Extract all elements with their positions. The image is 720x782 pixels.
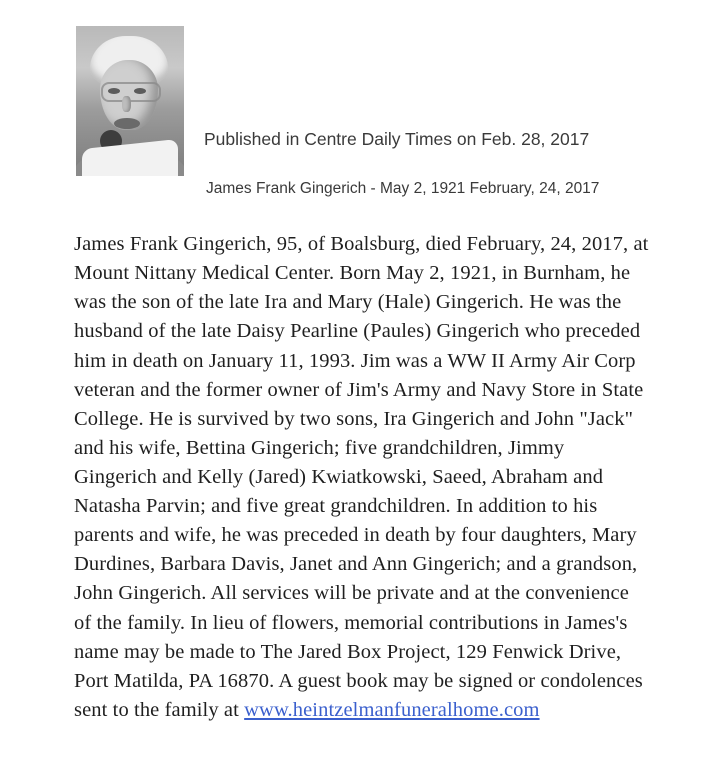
portrait-eye-right [134,88,146,94]
deceased-name-dates: James Frank Gingerich - May 2, 1921 February, 24, 2017 [206,179,600,197]
published-line: Published in Centre Daily Times on Feb. 28, 2017 [204,129,590,149]
portrait-photo [76,26,184,176]
portrait-mouth [114,118,140,129]
funeral-home-website-link[interactable]: www.heintzelmanfuneralhome.com [244,698,540,721]
portrait-nose [122,96,131,112]
obituary-body [74,230,650,725]
portrait-eye-left [108,88,120,94]
header-text-block [204,128,720,200]
obituary-header [0,0,720,200]
obituary-text: James Frank Gingerich, 95, of Boalsburg, died February, 24, 2017, at Mount Nittany Medical Center. Born May 2, 1921, in Burnham, he was the son of the late Ira and Mary (Hale) Gingerich. He was the husband of the late Daisy Pearline (Paules) Gingerich who preceded him in death on January 11, 1993. Jim was a WW II Army Air Corp veteran and the former owner of Jim's Army and Navy Store in State College. He is survived by two sons, Ira Gingerich and John "Jack" and his wife, Bettina Gingerich; five grandchildren, Jimmy Gingerich and Kelly (Jared) Kwiatkowski, Saeed, Abraham and Natasha Parvin; and five great grandchildren. In addition to his parents and wife, he was preceded in death by four daughters, Mary Durdines, Barbara Davis, Janet and Ann Gingerich; and a grandson, John Gingerich. All services will be private and at the convenience of the family. In lieu of flowers, memorial contributions in James's name may be made to The Jared Box Project, 129 Fenwick Drive, Port Matilda, PA 16870. A guest book may be signed or condolences sent to the family at [74,233,649,721]
